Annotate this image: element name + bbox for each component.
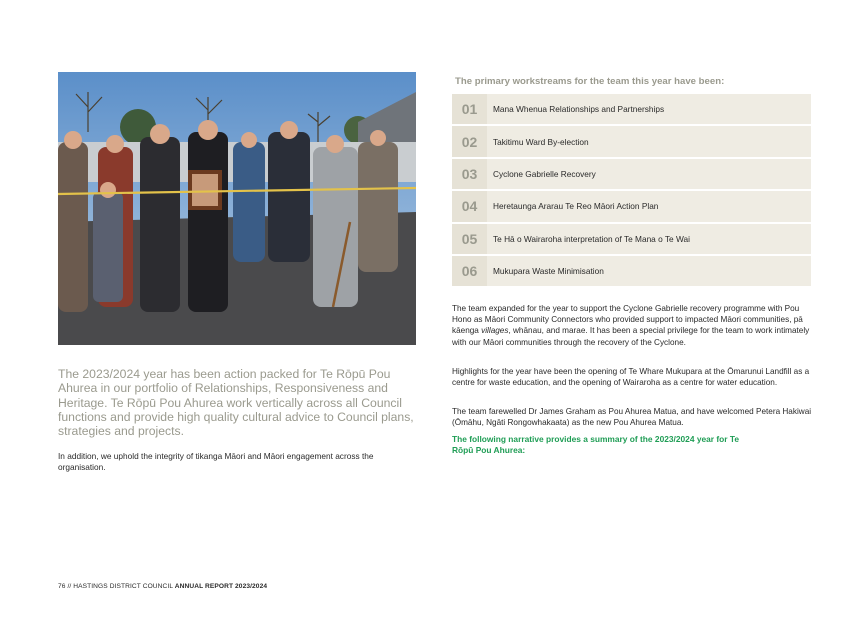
footer-report-title: ANNUAL REPORT 2023/2024 (174, 583, 268, 590)
page-footer (58, 583, 267, 590)
workstream-label: Takitimu Ward By-election (493, 136, 589, 147)
italic-term: villages (481, 326, 509, 336)
workstreams-list (452, 94, 811, 288)
workstream-number: 05 (452, 224, 487, 254)
workstream-number: 02 (452, 126, 487, 156)
workstream-label: Mukupara Waste Minimisation (493, 266, 604, 277)
workstream-number: 04 (452, 191, 487, 221)
workstream-label: Cyclone Gabrielle Recovery (493, 168, 596, 179)
workstream-label: Heretaunga Ararau Te Reo Māori Action Plan (493, 201, 659, 212)
workstream-row (452, 159, 811, 189)
workstream-row (452, 126, 811, 156)
workstream-row (452, 256, 811, 286)
workstream-number: 01 (452, 94, 487, 124)
workstream-label: Te Hā o Wairaroha interpretation of Te Mana o Te Wai (493, 233, 690, 244)
highlights-paragraph: Highlights for the year have been the opening of Te Whare Mukupara at the Ōmarunui Landfill as a centre for waste education, and the opening of Wairaroha as a centre for water education. (452, 367, 810, 388)
workstream-row (452, 191, 811, 221)
workstream-row (452, 224, 811, 254)
photo-illustration (58, 72, 416, 345)
workstream-number: 03 (452, 159, 487, 189)
workstream-row (452, 94, 811, 124)
workstream-number: 06 (452, 256, 487, 286)
paragraph-text: The team expanded for the year to support the Cyclone Gabrielle recovery programme with Pou Hono as Māori Community Connectors who provided support to impacted Māori communities, pā kāenga (452, 304, 803, 336)
workstreams-heading: The primary workstreams for the team this year have been: (455, 76, 725, 87)
staff-change-paragraph: The team farewelled Dr James Graham as Pou Ahurea Matua, and have welcomed Petera Hakiwai (Ōmāhu, Ngāti Rongowhakaata) as the new Pou Ahurea Matua. (452, 407, 812, 428)
intro-sub-paragraph: In addition, we uphold the integrity of tikanga Māori and Māori engagement across the organisation. (58, 451, 374, 472)
cyclone-recovery-paragraph (452, 303, 814, 348)
workstream-label: Mana Whenua Relationships and Partnerships (493, 104, 665, 115)
ribbon-cutting-photo (58, 72, 416, 345)
narrative-intro: The following narrative provides a summary of the 2023/2024 year for Te Rōpū Pou Ahurea: (452, 434, 740, 456)
paragraph-text: , whānau, and marae. It has been a special privilege for the team to work intimately with our Māori communities through the recovery of the Cyclone. (452, 326, 810, 347)
footer-page-label: 76 // HASTINGS DISTRICT COUNCIL (58, 583, 175, 590)
intro-lead-paragraph: The 2023/2024 year has been action packed for Te Rōpū Pou Ahurea in our portfolio of Relationships, Responsiveness and Heritage. Te Rōpū Pou Ahurea work vertically across all Council functions and provide high quality cultural advice to Council plans, strategies and projects. (58, 367, 414, 439)
